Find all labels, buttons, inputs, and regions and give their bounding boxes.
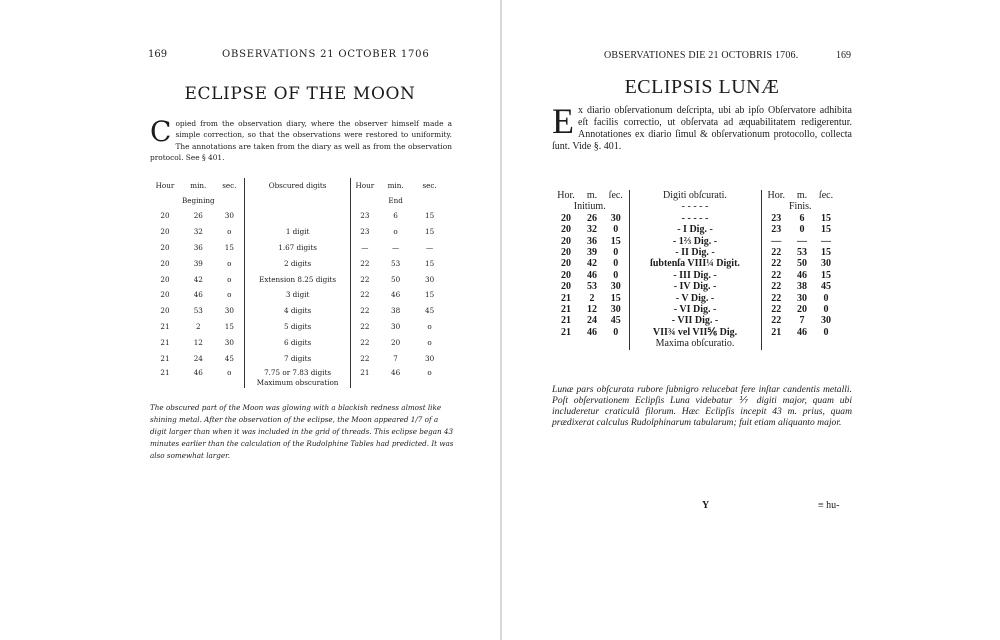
table-cell: - II Dig. - bbox=[629, 247, 761, 258]
table-header: Digiti obſcurati. bbox=[629, 190, 761, 201]
table-cell: o bbox=[227, 258, 232, 268]
table-header: Hour bbox=[351, 178, 379, 193]
table-cell: 22 bbox=[351, 271, 379, 287]
table-cell: 36 bbox=[193, 242, 203, 252]
table-cell: 53 bbox=[797, 247, 807, 259]
table-cell: 0 bbox=[613, 258, 619, 270]
table-cell: 15 bbox=[821, 224, 831, 236]
intro-text-latin: x diario obſervationum deſcripta, ubi ab ipſo Obſervatore adhibita eſt facilis correctio, ut obſervata ad æquabilitatem redigerentur. Annotationes ex diario ſimul & obſervationum protocollo, collecta ſunt. Vide §. 401. bbox=[552, 105, 852, 152]
footnote: The obscured part of the Moon was glowing with a blackish redness almost like shining metal. After the observation of the eclipse, the Moon appeared 1/7 of a digit larger than when it was included in the grid of threads. This eclipse began 43 minutes earlier than the calculation of the Rudolphine Tables had predicted. It was also somewhat larger. bbox=[150, 403, 454, 460]
table-header: Hor. bbox=[761, 190, 791, 201]
table-cell: 30 bbox=[425, 274, 435, 284]
table-cell: o bbox=[427, 321, 432, 331]
table-cell: - III Dig. - bbox=[629, 270, 761, 281]
table-cell: 22 bbox=[351, 255, 379, 271]
table-row bbox=[551, 258, 839, 269]
table-cell: — bbox=[761, 236, 791, 247]
table-cell: 45 bbox=[425, 306, 435, 316]
table-cell: 21 bbox=[761, 327, 791, 350]
table-cell: 22 bbox=[351, 303, 379, 319]
table-cell: 22 bbox=[351, 319, 379, 335]
table-cell: 2 bbox=[196, 321, 201, 331]
table-cell: 38 bbox=[797, 281, 807, 293]
table-body bbox=[148, 208, 447, 388]
table-cell: 39 bbox=[587, 247, 597, 259]
table-cell: 26 bbox=[193, 211, 203, 221]
table-row bbox=[551, 281, 839, 292]
table-cell: 23 bbox=[351, 208, 379, 224]
table-subheader-row bbox=[551, 201, 839, 212]
drop-cap: C bbox=[150, 115, 172, 148]
table-cell: - V Dig. - bbox=[629, 293, 761, 304]
table-cell: 22 bbox=[351, 334, 379, 350]
table-row bbox=[148, 366, 447, 388]
table-cell: 20 bbox=[160, 227, 170, 237]
table-cell: 32 bbox=[587, 224, 597, 236]
table-row bbox=[148, 224, 447, 240]
maximum-note: Maximum obscuration bbox=[256, 377, 339, 387]
table-cell: 46 bbox=[797, 269, 807, 281]
table-subheader-finis: Finis. bbox=[761, 201, 839, 212]
page-number: 169 bbox=[148, 49, 168, 60]
table-cell: 21 bbox=[160, 321, 170, 331]
table-cell: 15 bbox=[224, 321, 234, 331]
table-cell: 20 bbox=[160, 211, 170, 221]
table-cell: 15 bbox=[425, 290, 435, 300]
table-cell: o bbox=[227, 367, 232, 377]
table-cell: 5 digits bbox=[245, 319, 351, 335]
table-cell: 32 bbox=[193, 227, 203, 237]
table-row bbox=[551, 247, 839, 258]
table-cell: — bbox=[426, 242, 434, 252]
table-cell: 23 bbox=[761, 213, 791, 224]
table-cell: 2 bbox=[589, 292, 595, 304]
table-cell: 21 bbox=[160, 367, 170, 377]
table-row bbox=[551, 327, 839, 350]
table-cell: 42 bbox=[587, 258, 597, 270]
table-cell: 0 bbox=[613, 326, 619, 338]
table-header: m. bbox=[586, 190, 598, 201]
table-row bbox=[551, 304, 839, 315]
table-row bbox=[148, 303, 447, 319]
table-header: min. bbox=[387, 181, 404, 190]
table-cell: 0 bbox=[823, 292, 829, 304]
table-cell: 7 bbox=[393, 353, 398, 363]
table-cell: 21 bbox=[351, 366, 379, 388]
table-cell: o bbox=[427, 337, 432, 347]
table-cell: 53 bbox=[587, 281, 597, 293]
table-cell: 50 bbox=[797, 258, 807, 270]
table-cell: 20 bbox=[160, 290, 170, 300]
table-subheader-begin: Begining bbox=[182, 196, 215, 205]
table-cell: 22 bbox=[761, 247, 791, 258]
table-cell: 20 bbox=[561, 281, 571, 293]
table-cell: 30 bbox=[224, 337, 234, 347]
table-row bbox=[148, 319, 447, 335]
table-cell: 22 bbox=[761, 304, 791, 315]
table-row bbox=[148, 271, 447, 287]
catchword: ≡ hu- bbox=[818, 500, 840, 511]
table-row bbox=[551, 315, 839, 326]
table-cell: 0 bbox=[799, 224, 805, 236]
table-cell: 21 bbox=[561, 326, 571, 338]
table-row bbox=[148, 350, 447, 366]
table-cell: 20 bbox=[561, 247, 571, 259]
table-cell: 21 bbox=[561, 292, 571, 304]
table-cell: 20 bbox=[561, 224, 571, 236]
table-row bbox=[148, 334, 447, 350]
table-cell: 22 bbox=[351, 350, 379, 366]
table-cell: 50 bbox=[391, 274, 401, 284]
table-cell: 1 digit bbox=[245, 224, 351, 240]
table-cell: 15 bbox=[224, 242, 234, 252]
table-subheader-dashes: - - - - - bbox=[629, 201, 761, 212]
table-cell: 30 bbox=[425, 353, 435, 363]
table-cell: 46 bbox=[587, 326, 597, 338]
intro-text: opied from the observation diary, where the observer himself made a simple correction, so that the observations were restored to uniformity. The annotations are taken from the diary as well as from the observation protocol. See § 401. bbox=[150, 119, 452, 163]
table-row bbox=[148, 287, 447, 303]
table-cell: 20 bbox=[561, 212, 571, 224]
table-cell: 30 bbox=[797, 292, 807, 304]
table-cell: 0 bbox=[823, 304, 829, 316]
table-cell: 20 bbox=[160, 258, 170, 268]
table-cell: 38 bbox=[391, 306, 401, 316]
table-cell: 0 bbox=[613, 247, 619, 259]
table-cell: o bbox=[227, 290, 232, 300]
table-header: Obscured digits bbox=[245, 178, 351, 193]
table-cell: - IV Dig. - bbox=[629, 281, 761, 292]
table-cell: 12 bbox=[193, 337, 203, 347]
table-cell: 46 bbox=[193, 367, 203, 377]
table-row bbox=[551, 224, 839, 235]
table-cell: 21 bbox=[160, 337, 170, 347]
table-cell: - 1⅔ Dig. - bbox=[629, 236, 761, 247]
table-cell: o bbox=[427, 367, 432, 377]
table-cell: VII¾ vel VII⅚ Dig. Maxima obſcuratio. bbox=[629, 327, 761, 350]
table-cell: 22 bbox=[761, 258, 791, 269]
table-cell: 20 bbox=[391, 337, 401, 347]
table-cell: 3 digit bbox=[245, 287, 351, 303]
table-cell: 30 bbox=[610, 304, 621, 316]
table-cell: 46 bbox=[391, 367, 401, 377]
table-cell: 0 bbox=[613, 224, 619, 236]
table-cell: 21 bbox=[160, 353, 170, 363]
table-cell: 6 bbox=[393, 211, 398, 221]
table-cell: 53 bbox=[193, 306, 203, 316]
table-cell: - - - - - bbox=[629, 213, 761, 224]
table-cell: 0 bbox=[823, 326, 829, 338]
table-cell: 53 bbox=[391, 258, 401, 268]
table-cell: 20 bbox=[561, 235, 571, 247]
table-cell: 24 bbox=[193, 353, 203, 363]
table-subheader-end: End bbox=[388, 196, 403, 205]
table-cell: 20 bbox=[160, 274, 170, 284]
table-subheader-row bbox=[148, 193, 447, 208]
table-cell: 15 bbox=[425, 227, 435, 237]
intro-paragraph-latin bbox=[552, 101, 852, 153]
table-cell: 46 bbox=[391, 290, 401, 300]
table-cell: 26 bbox=[587, 212, 597, 224]
table-header: ſec. bbox=[818, 190, 834, 201]
table-cell: 23 bbox=[761, 224, 791, 235]
intro-paragraph bbox=[150, 115, 452, 164]
observation-table bbox=[148, 178, 447, 388]
table-cell: 15 bbox=[610, 292, 621, 304]
table-cell: 4 digits bbox=[245, 303, 351, 319]
table-cell: ſubtenſa VIII¼ Digit. bbox=[629, 258, 761, 269]
running-head: OBSERVATIONS 21 OCTOBER 1706 bbox=[222, 49, 430, 60]
table-cell: 12 bbox=[587, 304, 597, 316]
table-cell: 2 digits bbox=[245, 255, 351, 271]
table-header-row bbox=[551, 190, 839, 201]
table-cell: 0 bbox=[613, 269, 619, 281]
table-row bbox=[551, 213, 839, 224]
table-row bbox=[148, 240, 447, 256]
table-cell: 15 bbox=[425, 211, 435, 221]
table-cell: 15 bbox=[610, 235, 621, 247]
table-row bbox=[551, 293, 839, 304]
table-cell: 22 bbox=[761, 270, 791, 281]
table-header: min. bbox=[190, 181, 207, 190]
table-cell: - VII Dig. - bbox=[629, 315, 761, 326]
table-body bbox=[551, 213, 839, 350]
table-header: m. bbox=[796, 190, 808, 201]
maximum-note: Maxima obſcuratio. bbox=[655, 338, 735, 350]
table-cell: 6 bbox=[799, 212, 805, 224]
table-cell: 46 bbox=[797, 326, 807, 338]
table-cell: 15 bbox=[821, 247, 831, 259]
table-row bbox=[551, 270, 839, 281]
running-head-latin: OBSERVATIONES DIE 21 OCTOBRIS 1706. bbox=[604, 50, 799, 61]
table-row bbox=[148, 208, 447, 224]
table-header-row bbox=[148, 178, 447, 193]
observation-table-latin bbox=[551, 190, 839, 350]
table-cell: 22 bbox=[761, 281, 791, 292]
table-cell: 36 bbox=[587, 235, 597, 247]
table-cell: 7 bbox=[799, 315, 805, 327]
table-cell: 30 bbox=[610, 212, 621, 224]
table-cell: 39 bbox=[193, 258, 203, 268]
table-cell: 15 bbox=[821, 212, 831, 224]
table-cell: 30 bbox=[821, 258, 831, 270]
table-cell: 20 bbox=[160, 242, 170, 252]
table-header: Hour bbox=[155, 181, 175, 190]
table-cell: — bbox=[821, 235, 831, 247]
table-cell bbox=[245, 208, 351, 224]
table-cell: 20 bbox=[561, 258, 571, 270]
table-cell: 30 bbox=[610, 281, 621, 293]
footnote-latin: Lunæ pars obſcurata rubore ſubnigro relucebat fere inſtar candentis metalli. Poſt obſervationem Eclipſis Luna videbatur ⅐ digiti major, quam ubi includeretur craticulâ filorum. Hæc Eclipſis incepit 43 m. prius, quam prædixerat calculus Rudolphinarum tabularum; fuit etiam aliquanto major. bbox=[552, 384, 852, 428]
table-cell: — bbox=[797, 235, 807, 247]
table-cell: 42 bbox=[193, 274, 203, 284]
table-cell: - VI Dig. - bbox=[629, 304, 761, 315]
table-cell: 46 bbox=[193, 290, 203, 300]
table-cell: 22 bbox=[351, 287, 379, 303]
table-cell: 15 bbox=[425, 258, 435, 268]
table-cell: 20 bbox=[160, 306, 170, 316]
table-cell: - I Dig. - bbox=[629, 224, 761, 235]
table-cell: 30 bbox=[224, 211, 234, 221]
table-row bbox=[148, 255, 447, 271]
page-title: ECLIPSE OF THE MOON bbox=[184, 84, 416, 104]
table-cell: 6 digits bbox=[245, 334, 351, 350]
table-cell: — bbox=[392, 242, 400, 252]
table-subheader-initium: Initium. bbox=[573, 201, 606, 213]
table-cell: 23 bbox=[351, 224, 379, 240]
table-cell: 30 bbox=[821, 315, 831, 327]
table-cell: 22 bbox=[761, 315, 791, 326]
page-number-latin: 169 bbox=[836, 50, 851, 61]
table-cell: 30 bbox=[224, 306, 234, 316]
page-title-latin: ECLIPSIS LUNÆ bbox=[624, 76, 780, 98]
table-cell: 30 bbox=[391, 321, 401, 331]
table-cell: 46 bbox=[587, 269, 597, 281]
table-cell: Extension 8.25 digits bbox=[245, 271, 351, 287]
table-cell: 7.75 or 7.83 digits Maximum obscuration bbox=[245, 366, 351, 388]
table-header: Hor. bbox=[557, 190, 575, 201]
table-cell: 15 bbox=[821, 269, 831, 281]
drop-cap-latin: E bbox=[552, 101, 574, 141]
table-cell: 45 bbox=[610, 315, 621, 327]
table-cell: 21 bbox=[561, 304, 571, 316]
table-row bbox=[551, 236, 839, 247]
table-cell: o bbox=[393, 227, 398, 237]
table-cell: — bbox=[351, 240, 379, 256]
table-cell: 7 digits bbox=[245, 350, 351, 366]
table-cell: 45 bbox=[224, 353, 234, 363]
table-header: sec. bbox=[422, 181, 437, 190]
table-header: ſec. bbox=[608, 190, 623, 201]
table-cell: 1.67 digits bbox=[245, 240, 351, 256]
table-cell: 24 bbox=[587, 315, 597, 327]
table-cell: o bbox=[227, 227, 232, 237]
table-cell: 22 bbox=[761, 293, 791, 304]
table-cell: 21 bbox=[561, 315, 571, 327]
table-cell: 20 bbox=[797, 304, 807, 316]
table-cell: 45 bbox=[821, 281, 831, 293]
table-cell: o bbox=[227, 274, 232, 284]
signature-mark: Y bbox=[702, 500, 710, 511]
table-header: sec. bbox=[222, 181, 237, 190]
table-cell: 20 bbox=[561, 269, 571, 281]
